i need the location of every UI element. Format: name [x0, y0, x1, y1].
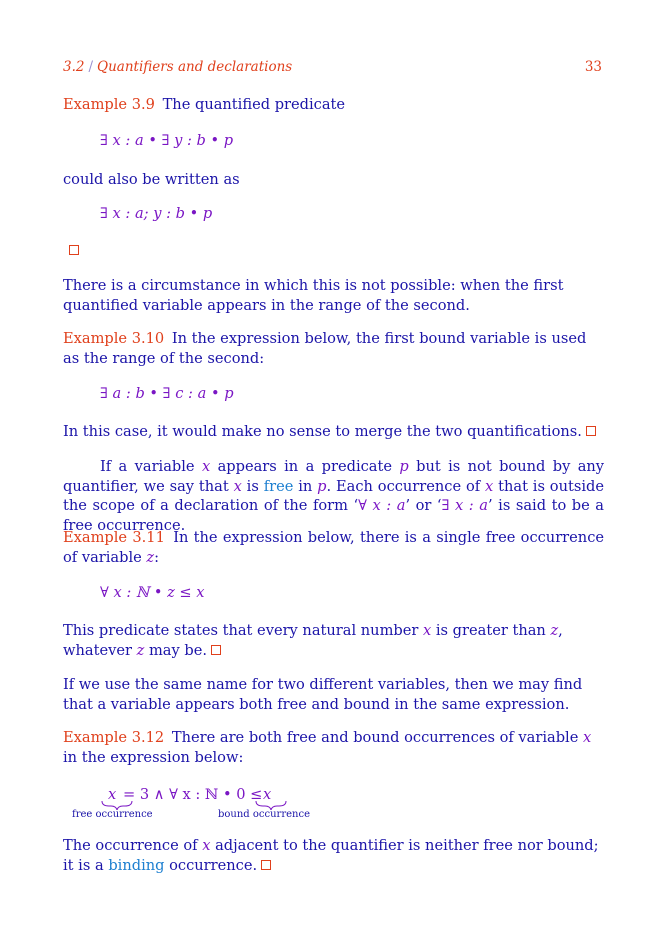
text: is — [246, 477, 259, 495]
free-occurrence-label: free occurrence — [72, 809, 153, 820]
example-text: The quantified predicate — [162, 96, 346, 113]
qed-box — [69, 245, 79, 255]
example-text: in the expression below: — [63, 748, 244, 766]
formula-3-11: ∀ x : ℕ • z ≤ x — [100, 584, 205, 601]
running-header — [63, 59, 604, 75]
formula-3-9b: ∃ x : a; y : b • p — [100, 205, 213, 222]
header-separator: / — [88, 59, 94, 75]
example-3-11 — [63, 528, 604, 567]
example-text: In the expression below, there is a single free occurrence of variable — [63, 529, 605, 566]
paragraph-5 — [63, 836, 604, 875]
text: is greater than — [435, 622, 546, 639]
section-title: Quantifiers and declarations — [97, 59, 293, 75]
qed-box — [211, 645, 221, 655]
text: appears in a predicate — [217, 458, 393, 475]
var-z: z — [550, 622, 559, 639]
example-3-9 — [63, 95, 604, 115]
text: ’ is said to be a free occurrence. — [63, 497, 604, 534]
text: may be. — [148, 641, 207, 659]
text: ’ or ‘ — [405, 497, 442, 514]
text: but is not bound by any quantifier, we say that — [63, 458, 605, 495]
qed-box — [586, 426, 596, 436]
var-z: z — [136, 641, 145, 659]
after-text: In this case, it would make no sense to merge the two quantifications. — [63, 423, 582, 440]
example-3-9-continuation: could also be written as — [63, 171, 240, 188]
formula-3-9a: ∃ x : a • ∃ y : b • p — [100, 132, 234, 149]
text: . Each occurrence of — [326, 477, 481, 495]
formula-middle: = 3 ∧ ∀ x : ℕ • 0 ≤ — [123, 786, 263, 803]
text: adjacent to the quantifier is neither free nor bound; it is a — [63, 837, 599, 874]
text: This predicate states that every natural number — [63, 622, 419, 639]
text: that is outside the scope of a declaration of the form ‘ — [63, 477, 604, 514]
example-3-12 — [63, 728, 604, 767]
text: The occurrence of — [63, 837, 198, 854]
var-p: p — [317, 477, 327, 495]
example-3-10-after — [63, 422, 604, 442]
page-number: 33 — [584, 59, 602, 75]
example-label: Example 3.12 — [63, 729, 165, 746]
qed-box — [261, 860, 271, 870]
formula-3-10: ∃ a : b • ∃ c : a • p — [100, 385, 234, 402]
text: occurrence. — [169, 856, 258, 874]
var-z: z — [146, 548, 155, 566]
example-text: In the expression below, the first bound variable is used as the range of the second: — [63, 330, 587, 367]
paragraph-2 — [63, 457, 604, 535]
var-x: x — [202, 837, 211, 854]
var-x: x — [201, 458, 211, 475]
var-x: x — [233, 477, 242, 495]
text: If a variable — [100, 458, 195, 475]
text: : — [154, 548, 160, 566]
text: , whatever — [63, 622, 563, 659]
keyword-binding: binding — [108, 856, 165, 874]
var-x: x — [583, 729, 592, 746]
paragraph-1: There is a circumstance in which this is not possible: when the first quantified variable appears in the range of the second. — [63, 277, 564, 314]
bound-occurrence-label: bound occurrence — [218, 809, 310, 820]
section-number: 3.2 — [63, 59, 85, 75]
formula-3-12 — [63, 786, 604, 826]
text: in — [298, 477, 313, 495]
var-x-free: x — [108, 786, 117, 803]
example-3-10 — [63, 329, 604, 368]
example-text: There are both free and bound occurrences of variable — [171, 729, 579, 746]
var-x: x — [423, 622, 432, 639]
var-x-bound: x — [263, 786, 272, 803]
paragraph-3 — [63, 621, 604, 660]
declaration-exists: ∃ x : a — [441, 497, 488, 514]
keyword-free: free — [263, 477, 294, 495]
example-label: Example 3.10 — [63, 330, 165, 347]
example-label: Example 3.9 — [63, 96, 155, 113]
underbraces — [63, 786, 323, 810]
example-label: Example 3.11 — [63, 529, 165, 546]
var-p: p — [399, 458, 409, 475]
var-x: x — [485, 477, 494, 495]
declaration-forall: ∀ x : a — [358, 497, 406, 514]
paragraph-4: If we use the same name for two different variables, then we may find that a variable appears both free and bound in the same expression. — [63, 676, 583, 713]
